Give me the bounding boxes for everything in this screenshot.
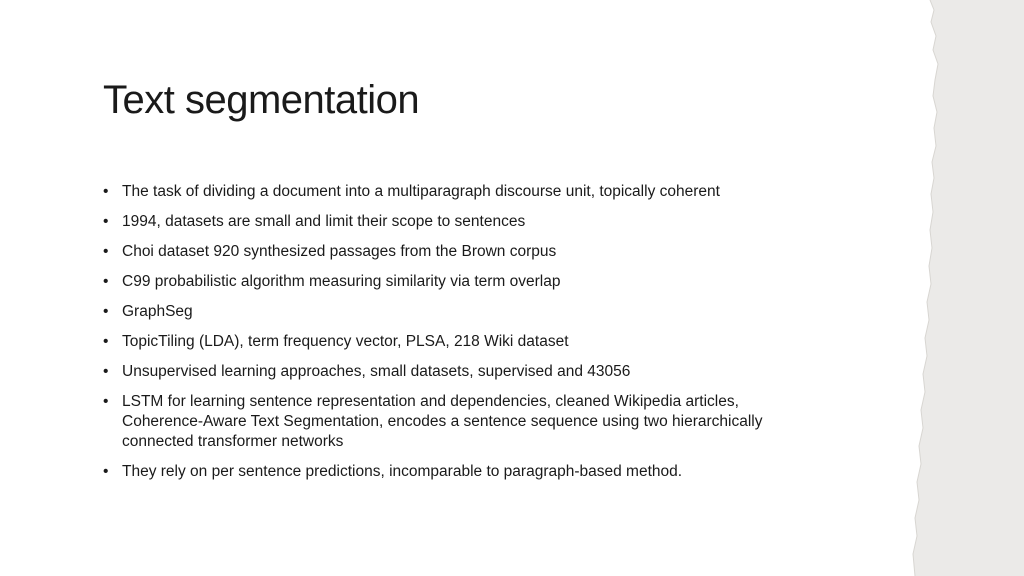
bullet-marker: • — [103, 363, 109, 380]
bullet-marker: • — [103, 183, 109, 200]
bullet-item — [103, 362, 818, 382]
bullet-marker: • — [103, 303, 109, 320]
bullet-text: The task of dividing a document into a multiparagraph discourse unit, topically coherent — [122, 183, 720, 200]
bullet-item — [103, 212, 818, 232]
bullet-marker: • — [103, 273, 109, 290]
bullet-text: C99 probabilistic algorithm measuring similarity via term overlap — [122, 273, 561, 290]
bullet-marker: • — [103, 393, 109, 410]
bullet-item — [103, 462, 818, 482]
bullet-marker: • — [103, 213, 109, 230]
bullet-text: GraphSeg — [122, 303, 193, 320]
bullet-marker: • — [103, 333, 109, 350]
bullet-list — [103, 182, 818, 492]
bullet-item — [103, 182, 818, 202]
bullet-text: Choi dataset 920 synthesized passages from the Brown corpus — [122, 243, 557, 260]
slide-title: Text segmentation — [103, 78, 420, 122]
bullet-marker: • — [103, 463, 109, 480]
bullet-text: They rely on per sentence predictions, incomparable to paragraph-based method. — [122, 463, 683, 480]
bullet-item — [103, 242, 818, 262]
bullet-text: LSTM for learning sentence representation and dependencies, cleaned Wikipedia articles, Coherence-Aware Text Segmentation, encodes a sentence sequence using two hierarchically connected transformer networks — [122, 393, 763, 450]
bullet-item — [103, 332, 818, 352]
bullet-text: TopicTiling (LDA), term frequency vector, PLSA, 218 Wiki dataset — [122, 333, 569, 350]
bullet-text: Unsupervised learning approaches, small datasets, supervised and 43056 — [122, 363, 631, 380]
bullet-item — [103, 392, 818, 452]
bullet-item — [103, 302, 818, 322]
bullet-marker: • — [103, 243, 109, 260]
bullet-text: 1994, datasets are small and limit their scope to sentences — [122, 213, 526, 230]
bullet-item — [103, 272, 818, 292]
